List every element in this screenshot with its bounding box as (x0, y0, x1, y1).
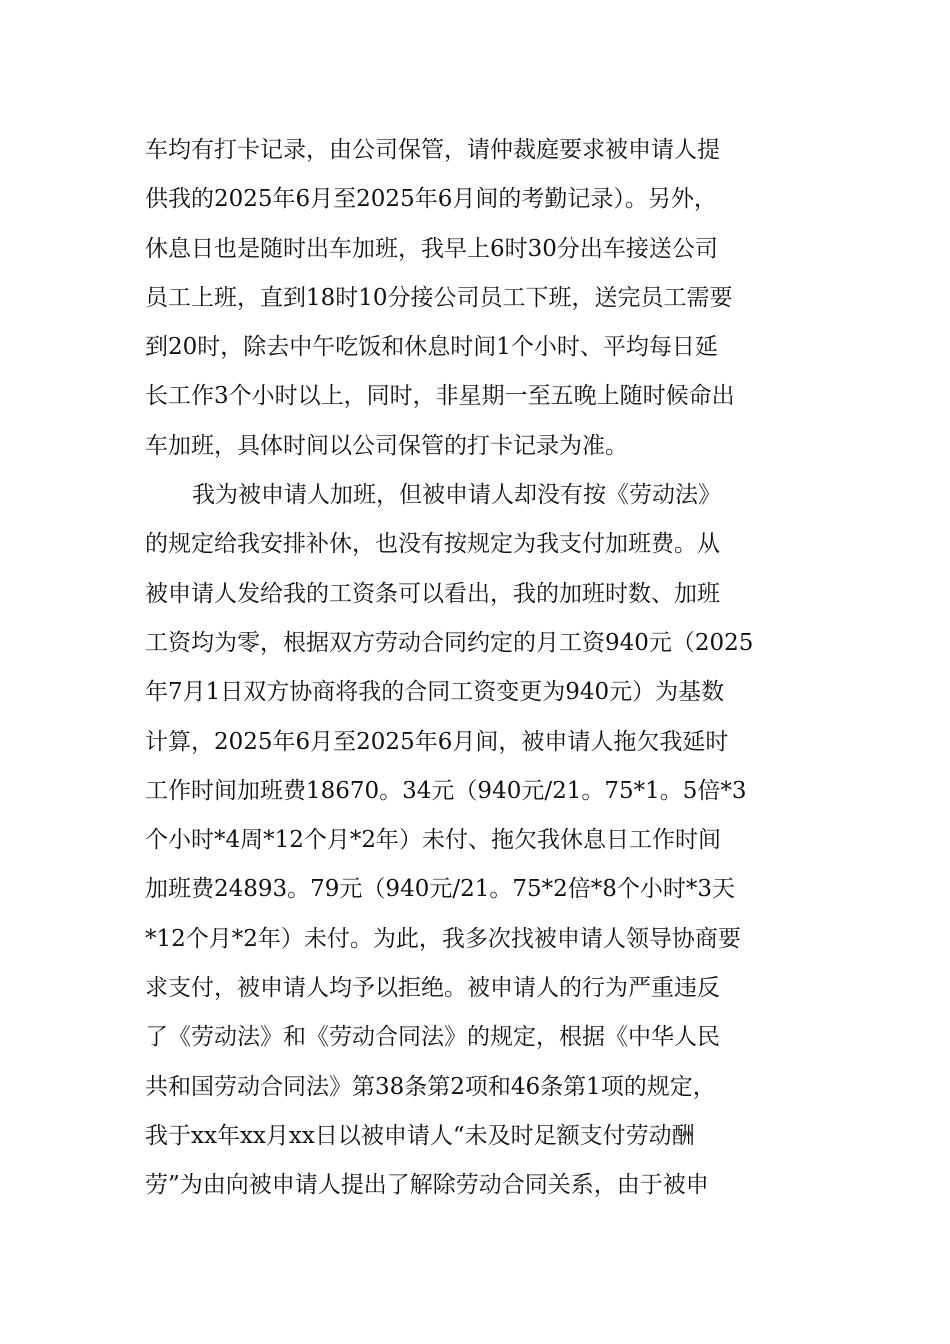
text-line: 加班费24893。79元（940元/21。75*2倍*8个小时*3天 (145, 876, 736, 903)
text-line: 个小时*4周*12个月*2年）未付、拖欠我休息日工作时间 (145, 827, 722, 854)
text-line: *12个月*2年）未付。为此，我多次找被申请人领导协商要 (145, 925, 741, 952)
text-line: 车均有打卡记录，由公司保管，请仲裁庭要求被申请人提 (145, 137, 720, 163)
text-line: 车加班，具体时间以公司保管的打卡记录为准。 (145, 432, 628, 459)
body-text (145, 126, 810, 1211)
text-line: 到20时，除去中午吃饭和休息时间1个小时、平均每日延 (145, 334, 718, 361)
text-line: 我于xx年xx月xx日以被申请人“未及时足额支付劳动酬 (145, 1122, 695, 1149)
text-line: 共和国劳动合同法》第38条第2项和46条第1项的规定， (145, 1073, 716, 1100)
paragraph-start-line: 我为被申请人加班，但被申请人却没有按《劳动法》 (192, 482, 721, 509)
text-line: 年7月1日双方协商将我的合同工资变更为940元）为基数 (145, 679, 725, 706)
text-line: 计算，2025年6月至2025年6月间，被申请人拖欠我延时 (145, 728, 729, 755)
text-line: 工作时间加班费18670。34元（940元/21。75*1。5倍*3 (145, 777, 747, 804)
text-line: 工资均为零，根据双方劳动合同约定的月工资940元（2025 (145, 629, 754, 656)
text-line: 劳”为由向被申请人提出了解除劳动合同关系，由于被申 (145, 1172, 709, 1199)
text-line: 长工作3个小时以上，同时，非星期一至五晚上随时候命出 (145, 383, 735, 410)
text-line: 被申请人发给我的工资条可以看出，我的加班时数、加班 (145, 580, 720, 607)
text-line: 求支付，被申请人均予以拒绝。被申请人的行为严重违反 (145, 975, 720, 1002)
text-line: 员工上班，直到18时10分接公司员工下班，送完员工需要 (145, 284, 733, 311)
text-line: 的规定给我安排补休，也没有按规定为我支付加班费。从 (145, 531, 720, 558)
text-line: 了《劳动法》和《劳动合同法》的规定，根据《中华人民 (145, 1024, 720, 1051)
text-line: 休息日也是随时出车加班，我早上6时30分出车接送公司 (145, 235, 718, 262)
text-line: 供我的2025年6月至2025年6月间的考勤记录）。另外， (145, 186, 717, 213)
